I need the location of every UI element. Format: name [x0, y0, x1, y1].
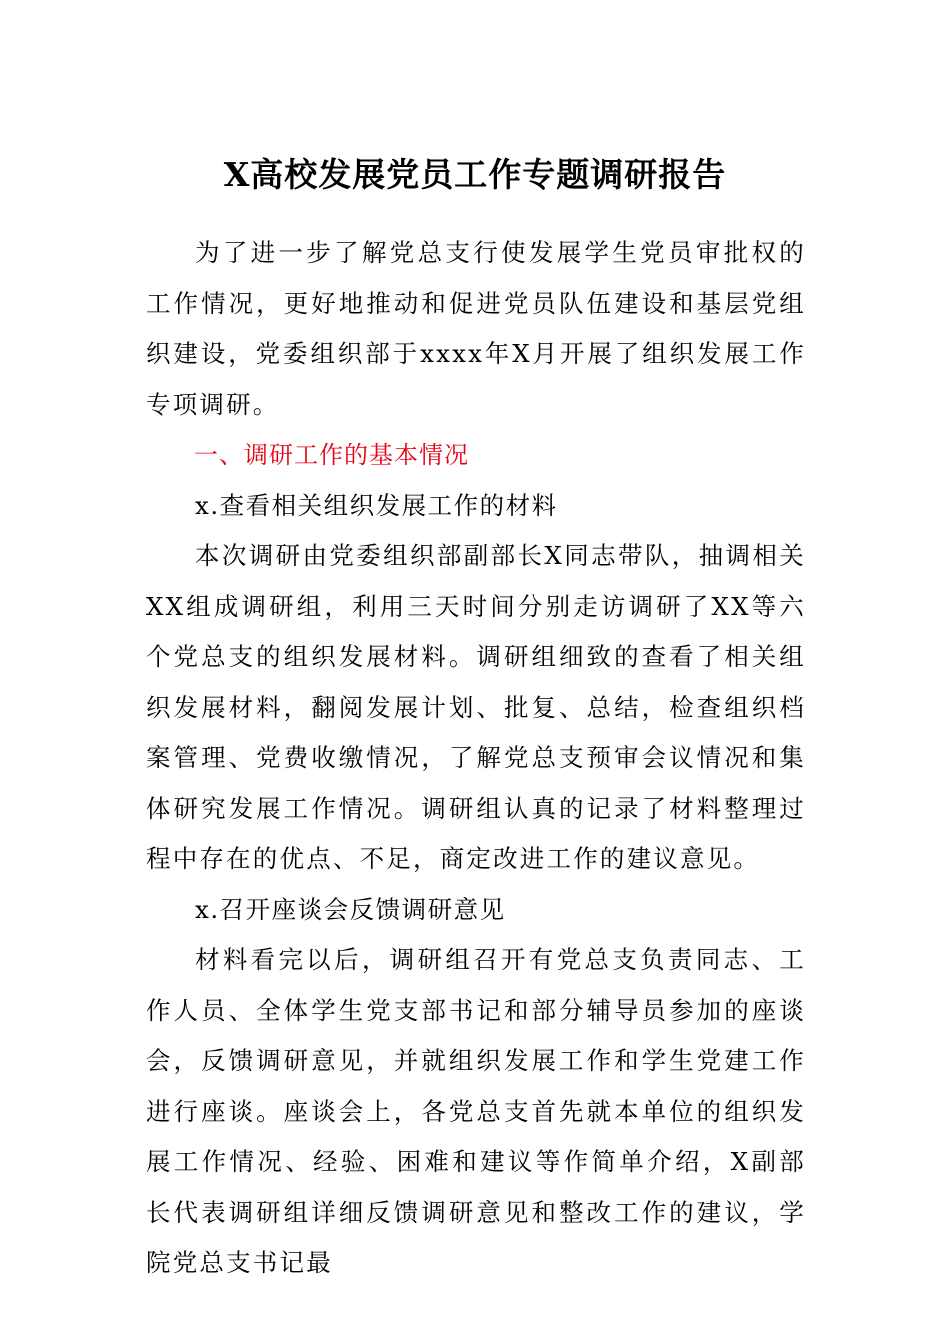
document-title: X高校发展党员工作专题调研报告 — [223, 155, 727, 194]
intro-paragraph: 为了进一步了解党总支行使发展学生党员审批权的工作情况，更好地推动和促进党员队伍建设和基层党组织建设，党委组织部于xxxx年X月开展了组织发展工作专项调研。 — [146, 238, 806, 419]
subheading-review-materials: x.查看相关组织发展工作的材料 — [195, 490, 558, 520]
section-heading: 一、调研工作的基本情况 — [194, 441, 469, 469]
document-body — [146, 228, 806, 1289]
paragraph-feedback-meeting: 材料看完以后，调研组召开有党总支负责同志、工作人员、全体学生党支部书记和部分辅导员参加的座谈会，反馈调研意见，并就组织发展工作和学生党建工作进行座谈。座谈会上，各党总支首先就本单位的组织发展工作情况、经验、困难和建议等作简单介绍，X副部长代表调研组详细反馈调研意见和整改工作的建议，学院党总支书记最 — [146, 945, 806, 1277]
paragraph-review-materials: 本次调研由党委组织部副部长X同志带队，抽调相关XX组成调研组，利用三天时间分别走访调研了XX等六个党总支的组织发展材料。调研组细致的查看了相关组织发展材料，翻阅发展计划、批复、总结，检查组织档案管理、党费收缴情况，了解党总支预审会议情况和集体研究发展工作情况。调研组认真的记录了材料整理过程中存在的优点、不足，商定改进工作的建议意见。 — [146, 541, 806, 873]
subheading-feedback-meeting: x.召开座谈会反馈调研意见 — [195, 894, 506, 924]
